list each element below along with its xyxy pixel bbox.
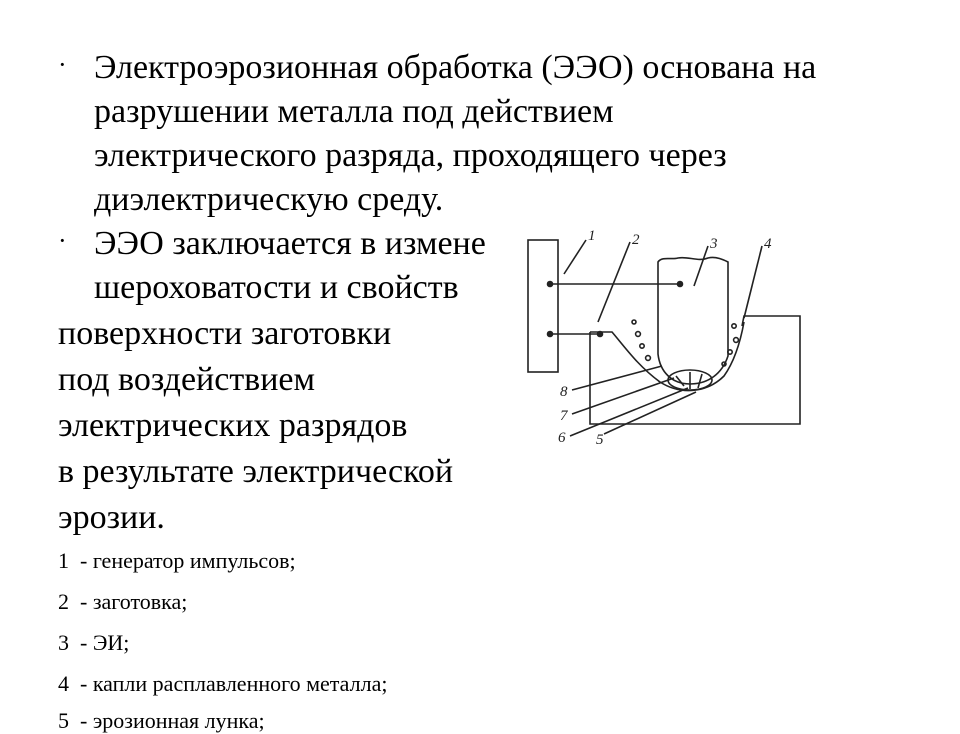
continuation-line-1: поверхности заготовки bbox=[58, 315, 392, 352]
legend-num: 5 bbox=[58, 708, 69, 733]
callout-label: 7 bbox=[560, 408, 568, 424]
legend-num: 2 bbox=[58, 589, 69, 614]
leader-1 bbox=[564, 240, 586, 274]
leader-4 bbox=[744, 246, 762, 318]
droplet bbox=[734, 338, 739, 343]
erosion-zone-hatch bbox=[676, 372, 702, 389]
legend-num: 3 bbox=[58, 630, 69, 655]
droplet bbox=[728, 350, 732, 354]
legend-item-3 bbox=[58, 630, 129, 656]
leader-6 bbox=[570, 388, 688, 436]
eeo-diagram-svg bbox=[512, 226, 812, 448]
legend-text: - капли расплавленного металла; bbox=[80, 671, 388, 696]
droplet bbox=[732, 324, 736, 328]
legend-num: 4 bbox=[58, 671, 69, 696]
droplet bbox=[646, 356, 651, 361]
leader-3 bbox=[694, 246, 708, 286]
bullet-1-line-2: разрушении металла под действием bbox=[94, 93, 614, 130]
contact-dot bbox=[548, 282, 553, 287]
contact-dot bbox=[548, 332, 553, 337]
droplet bbox=[640, 344, 644, 348]
generator-shape bbox=[528, 240, 558, 372]
legend-text: - заготовка; bbox=[80, 589, 188, 614]
continuation-line-5: эрозии. bbox=[58, 499, 165, 536]
callout-label: 3 bbox=[710, 236, 718, 252]
bullet-1-line-4: диэлектрическую среду. bbox=[94, 181, 444, 218]
callout-label: 5 bbox=[596, 432, 604, 448]
bullet-marker-2: · bbox=[58, 226, 67, 255]
droplet bbox=[632, 320, 636, 324]
legend-text: - генератор импульсов; bbox=[80, 548, 296, 573]
callout-label: 1 bbox=[588, 228, 596, 244]
legend-item-5 bbox=[58, 708, 265, 734]
callout-label: 8 bbox=[560, 384, 568, 400]
legend-item-1 bbox=[58, 548, 296, 574]
bullet-2-line-2: шероховатости и свойств bbox=[94, 269, 459, 306]
bullet-1-line-3: электрического разряда, проходящего через bbox=[94, 137, 727, 174]
legend-num: 1 bbox=[58, 548, 69, 573]
callout-label: 6 bbox=[558, 430, 566, 446]
callout-label: 2 bbox=[632, 232, 640, 248]
legend-item-2 bbox=[58, 589, 187, 615]
bullet-marker-1: · bbox=[58, 50, 67, 79]
callout-label: 4 bbox=[764, 236, 772, 252]
electrode-shape bbox=[658, 257, 728, 384]
legend-text: - эрозионная лунка; bbox=[80, 708, 265, 733]
continuation-line-2: под воздействием bbox=[58, 361, 316, 398]
leader-2 bbox=[598, 242, 630, 322]
legend-text: - ЭИ; bbox=[80, 630, 130, 655]
legend-item-4 bbox=[58, 671, 387, 697]
contact-dot bbox=[678, 282, 683, 287]
bullet-1-line-1: Электроэрозионная обработка (ЭЭО) основана на bbox=[94, 49, 817, 86]
contact-dot bbox=[598, 332, 603, 337]
eeo-diagram bbox=[512, 226, 812, 448]
continuation-line-4: в результате электрической bbox=[58, 453, 454, 490]
continuation-line-3: электрических разрядов bbox=[58, 407, 408, 444]
droplet bbox=[636, 332, 641, 337]
bullet-2-line-1: ЭЭО заключается в измене bbox=[94, 225, 486, 262]
